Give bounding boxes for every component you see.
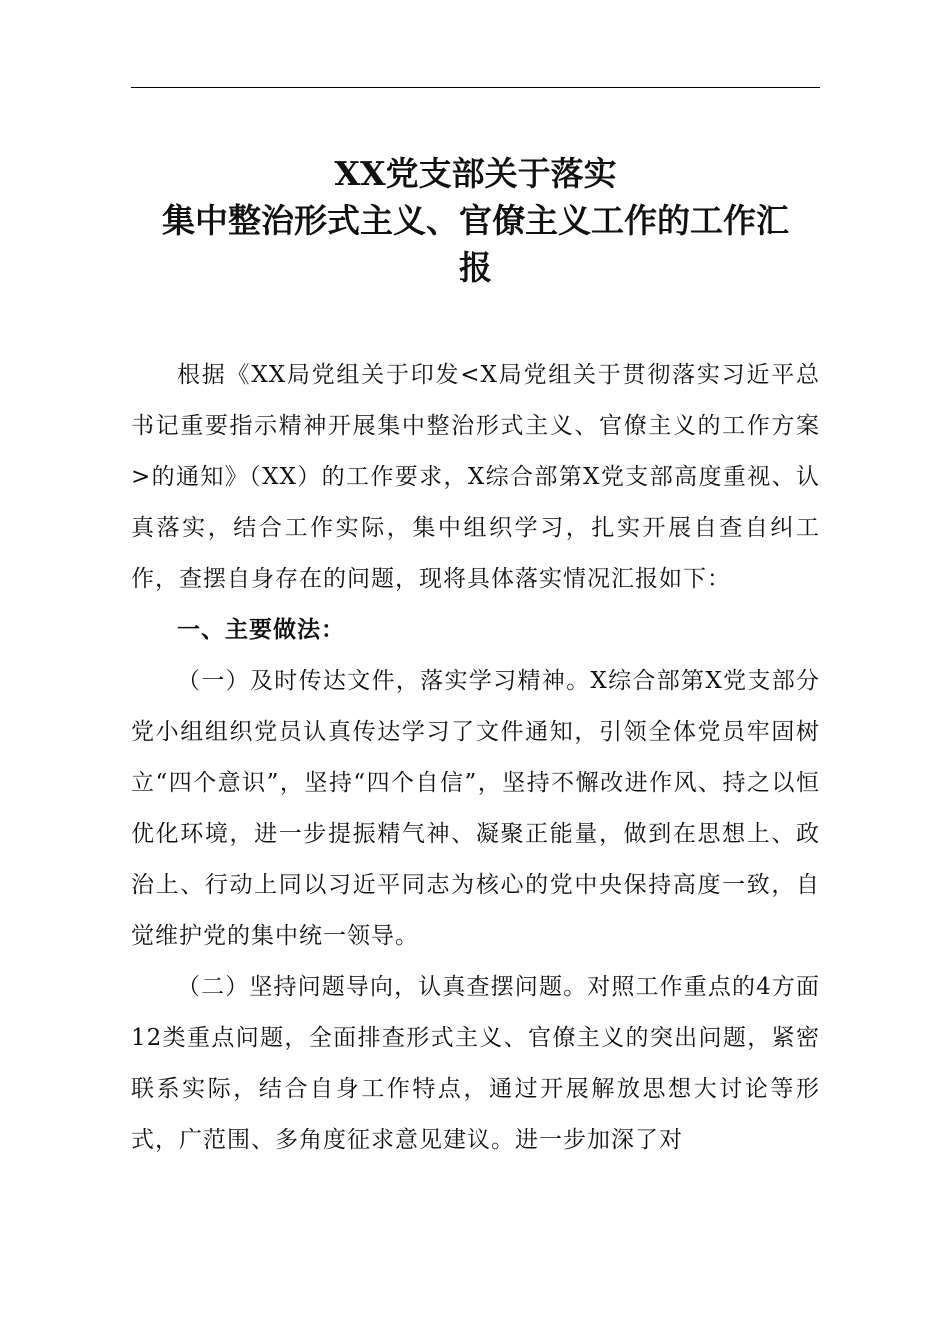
document-title xyxy=(131,150,820,291)
item-2-lead: （二）坚持问题导向，认真查摆问题。 xyxy=(177,974,588,1000)
paragraph-item-2 xyxy=(131,962,820,1166)
paragraph-item-1 xyxy=(131,656,820,962)
section-heading-main-practices: 一、主要做法： xyxy=(177,617,345,643)
document-body xyxy=(131,350,820,1166)
item-1-text: X综合部第X党支部分党小组组织党员认真传达学习了文件通知，引领全体党员牢固树立“四个意识”，坚持“四个自信”，坚持不懈改进作风、持之以恒优化环境，进一步提振精气神、凝聚正能量，做到在思想上、政治上、行动上同以习近平同志为核心的党中央保持高度一致，自觉维护党的集中统一领导。 xyxy=(131,668,821,949)
title-line-1: XX党支部关于落实 xyxy=(334,154,617,193)
header-rule xyxy=(131,87,820,88)
item-2-text: 对照工作重点的4方面12类重点问题，全面排查形式主义、官僚主义的突出问题，紧密联系实际，结合自身工作特点，通过开展解放思想大讨论等形式，广范围、多角度征求意见建议。进一步加深了对 xyxy=(131,974,820,1153)
title-line-3: 报 xyxy=(459,248,492,287)
intro-paragraph: 根据《XX局党组关于印发<X局党组关于贯彻落实习近平总书记重要指示精神开展集中整治形式主义、官僚主义的工作方案>的通知》（XX）的工作要求，X综合部第X党支部高度重视、认真落实，结合工作实际，集中组织学习，扎实开展自查自纠工作，查摆自身存在的问题，现将具体落实情况汇报如下： xyxy=(131,362,820,592)
item-1-lead: （一）及时传达文件，落实学习精神。 xyxy=(177,668,591,694)
title-line-2: 集中整治形式主义、官僚主义工作的工作汇 xyxy=(162,201,789,240)
